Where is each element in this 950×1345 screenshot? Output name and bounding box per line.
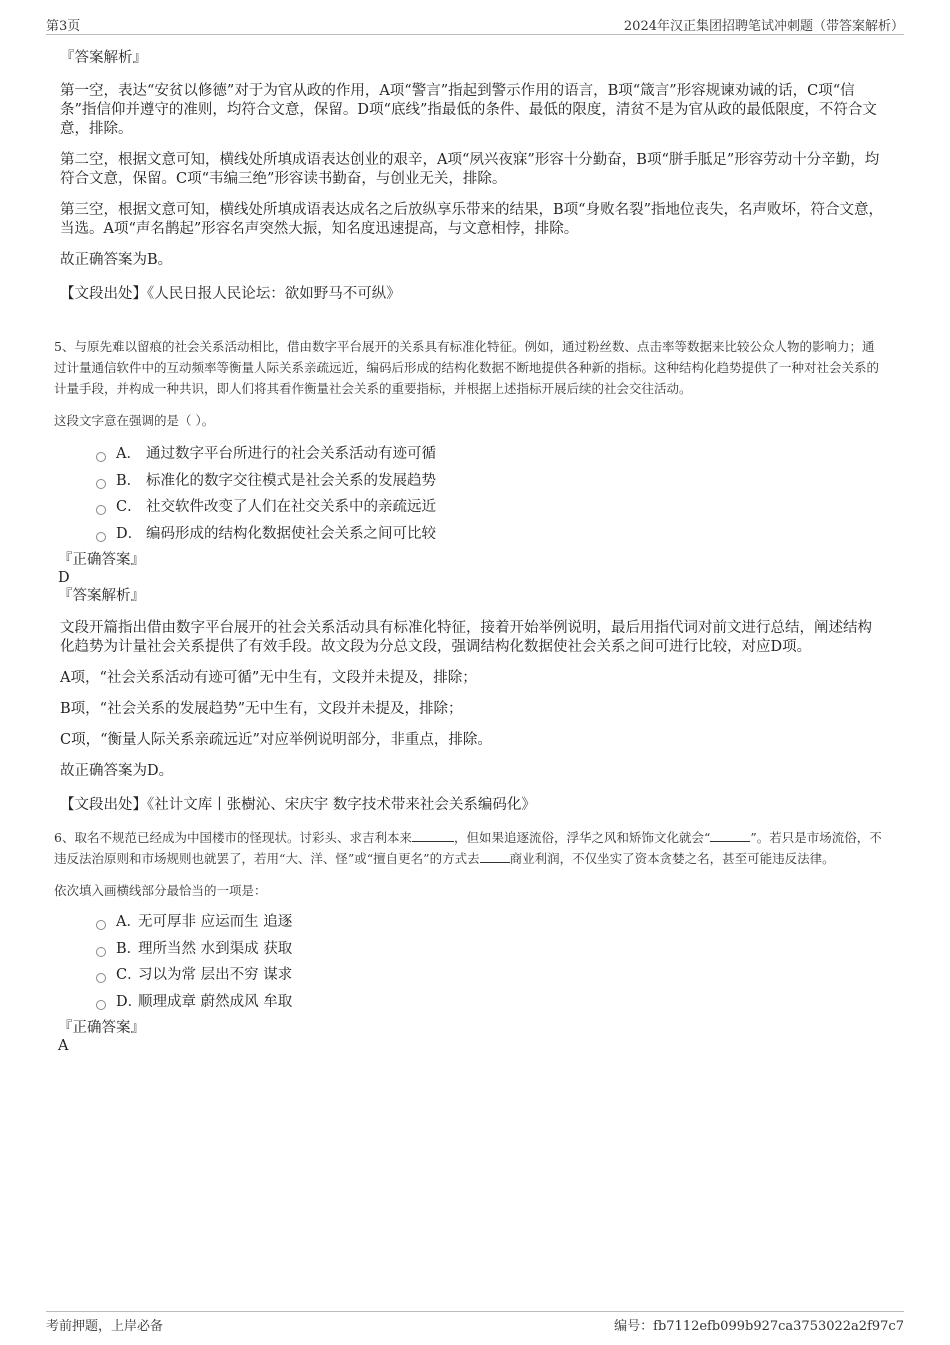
radio-icon[interactable] — [96, 920, 106, 930]
q5-analysis-1: 文段开篇指出借由数字平台展开的社会关系活动具有标准化特征，接着开始举例说明，最后用指代词对前文进行总结，阐述结构化趋势为计量社会关系提供了有效手段。故文段为分总文段，强调结构化数据使社会关系之间可进行比较，对应D项。 — [60, 620, 872, 655]
radio-icon[interactable] — [96, 1000, 106, 1010]
radio-icon[interactable] — [96, 973, 106, 983]
document-code: 编号：fb7112efb099b927ca3753022a2f97c7 — [614, 1319, 904, 1334]
q4-conclusion: 故正确答案为B。 — [60, 252, 173, 268]
q4-source: 【文段出处】《人民日报人民论坛：欲如野马不可纵》 — [60, 286, 401, 302]
q6-option-a[interactable]: A． 无可厚非 应运而生 追逐 — [96, 909, 886, 936]
q6-option-d[interactable]: D． 顺理成章 蔚然成风 牟取 — [96, 989, 886, 1016]
page-footer — [46, 1311, 904, 1338]
page-number: 第3页 — [46, 19, 81, 34]
q5-analysis-4: C项，“衡量人际关系亲疏远近”对应举例说明部分，非重点，排除。 — [60, 732, 492, 748]
q5-option-d[interactable]: D． 编码形成的结构化数据使社会关系之间可比较 — [96, 521, 886, 548]
q4-analysis-para-3: 第三空，根据文意可知，横线处所填成语表达成名之后放纵享乐带来的结果，B项“身败名裂”指地位丧失，名声败坏，符合文意，当选。A项“声名鹊起”形容名声突然大振，知名度迅速提高，与文意相悖，排除。 — [60, 202, 883, 237]
q4-analysis-para-2: 第二空，根据文意可知，横线处所填成语表达创业的艰辛，A项“夙兴夜寐”形容十分勤奋，B项“胼手胝足”形容劳动十分辛勤，均符合文意，保留。C项“韦编三绝”形容读书勤奋，与创业无关，排除。 — [60, 152, 880, 187]
q4-analysis-label: 『答案解析』 — [60, 50, 147, 66]
q4-analysis-para-1: 第一空，表达“安贫以修德”对于为官从政的作用，A项“警言”指起到警示作用的语言，B项“箴言”形容规谏劝诫的话，C项“信条”指信仰并遵守的准则，均符合文意，保留。D项“底线”指最低的条件、最低的限度，清贫不是为官从政的最低限度，不符合文意，排除。 — [60, 83, 877, 137]
q5-answer-label: 『正确答案』 — [58, 552, 145, 568]
q6-prompt: 依次填入画横线部分最恰当的一项是： — [54, 883, 267, 898]
radio-icon[interactable] — [96, 479, 106, 489]
document-title: 2024年汉正集团招聘笔试冲刺题（带答案解析） — [623, 19, 904, 34]
q6-answer: A — [58, 1038, 69, 1054]
q5-option-a[interactable]: A． 通过数字平台所进行的社会关系活动有迹可循 — [96, 441, 886, 468]
q5-question-text: 5、与原先难以留痕的社会关系活动相比，借由数字平台展开的关系具有标准化特征。例如，通过粉丝数、点击率等数据来比较公众人物的影响力；通过计量通信软件中的互动频率等衡量人际关系亲疏远近，编码后形成的结构化数据不断地提供各种新的指标。这种结构化趋势提供了一种对社会关系的计量手段，并构成一种共识，即人们将其看作衡量社会关系的重要指标，并根据上述指标开展后续的社会交往活动。 — [54, 339, 880, 396]
page-content — [56, 40, 886, 1055]
q6-option-c[interactable]: C． 习以为常 层出不穷 谋求 — [96, 962, 886, 989]
q5-conclusion: 故正确答案为D。 — [60, 763, 174, 779]
radio-icon[interactable] — [96, 452, 106, 462]
q5-prompt: 这段文字意在强调的是（ ）。 — [54, 413, 215, 428]
q6-question-text: 6、取名不规范已经成为中国楼市的怪现状。讨彩头、求吉利本来 ，但如果追逐流俗，浮华之风和矫饰文化就会“ ”。若只是市场流俗，不违反法治原则和市场规则也就罢了，若用“大、洋、怪”或“擅自更名”的方式去 商业利润，不仅坐实了资本贪婪之名，甚至可能违反法律。 — [54, 830, 882, 866]
page-header — [46, 12, 904, 35]
q5-options — [96, 441, 886, 547]
q5-analysis-label: 『答案解析』 — [58, 588, 145, 604]
q6-options — [96, 909, 886, 1015]
radio-icon[interactable] — [96, 532, 106, 542]
q5-analysis-2: A项，“社会关系活动有迹可循”无中生有，文段并未提及，排除； — [60, 670, 477, 686]
q5-option-b[interactable]: B． 标准化的数字交往模式是社会关系的发展趋势 — [96, 468, 886, 495]
fill-blank — [710, 829, 750, 842]
fill-blank — [412, 829, 454, 842]
radio-icon[interactable] — [96, 947, 106, 957]
footer-slogan: 考前押题，上岸必备 — [46, 1319, 164, 1334]
radio-icon[interactable] — [96, 505, 106, 515]
q5-option-c[interactable]: C． 社交软件改变了人们在社交关系中的亲疏远近 — [96, 494, 886, 521]
q5-analysis-3: B项，“社会关系的发展趋势”无中生有，文段并未提及，排除； — [60, 701, 463, 717]
q6-answer-label: 『正确答案』 — [58, 1020, 145, 1036]
q6-option-b[interactable]: B． 理所当然 水到渠成 获取 — [96, 936, 886, 963]
q5-source: 【文段出处】《社计文库丨张樹沁、宋庆宇 数字技术带来社会关系编码化》 — [60, 797, 536, 813]
fill-blank — [480, 850, 510, 863]
q5-answer: D — [58, 570, 70, 586]
